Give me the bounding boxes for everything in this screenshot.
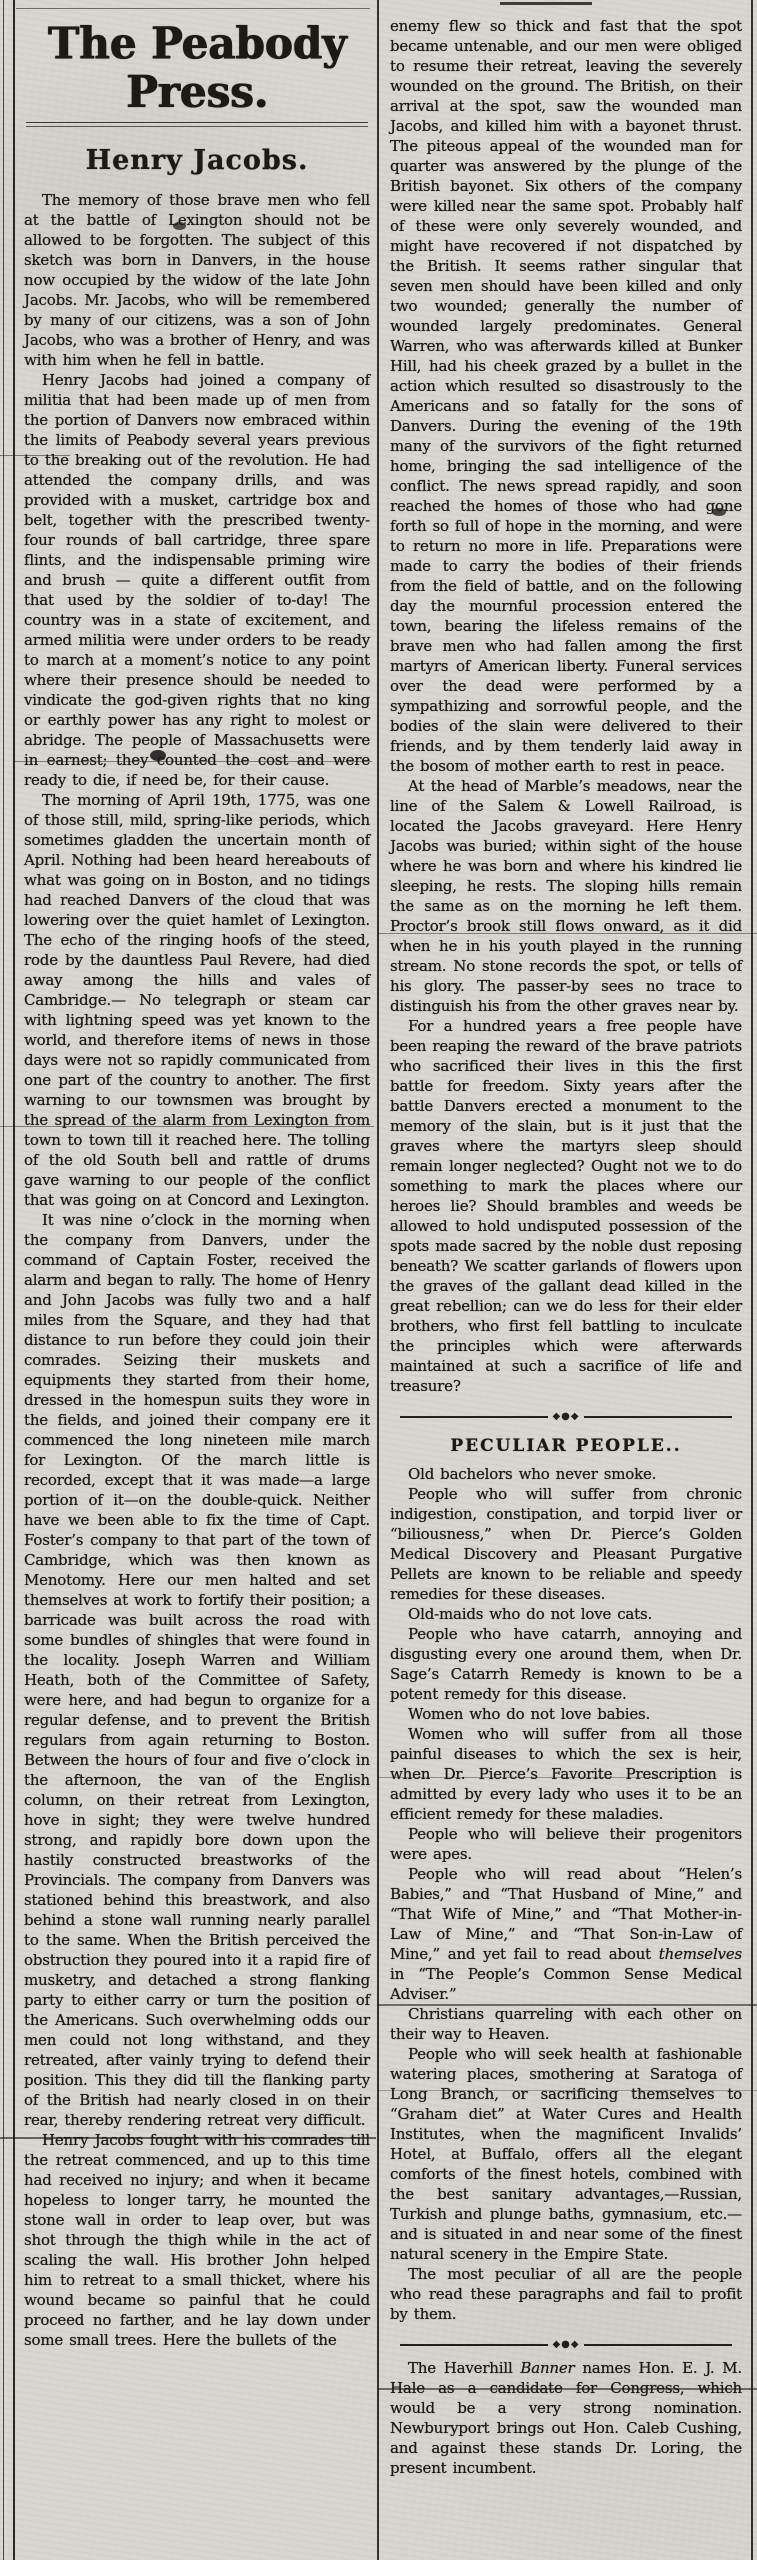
peculiar-item: Christians quarreling with each other on their way to Heaven. [390,2005,742,2043]
article-paragraph: Henry Jacobs fought with his comrades till the retreat commenced, and up to this time had received no injury; and when it became hopeless to longer tarry, he mounted the stone wall in order to leap over, but was shot through the thigh while in the act of scaling the wall. His brother John helped him to retreat to a small thicket, where his wound became so painful that he could proceed no farther, and he lay down under some small trees. Here the bullets of the [24,2131,370,2350]
section-divider [400,1412,732,1422]
article-paragraph: The memory of those brave men who fell at the battle of Lexington should not be allowed to be forgotten. The subject of this sketch was born in Danvers, in the house now occupied by the widow of the late John Jacobs. Mr. Jacobs, who will be remembered by many of our citizens, was a son of John Jacobs, who was a brother of Henry, and was with him when he fell in battle. [24,191,370,370]
page-border-right [751,0,753,2560]
peculiar-item: Old bachelors who never smoke. [408,1465,657,1483]
left-column [24,12,370,2350]
article-paragraph: It was nine o’clock in the morning when the company from Danvers, under the command of Captain Foster, received the alarm and began to rally. The home of Henry and John Jacobs was fully two and a half miles from the Square, and they had that distance to run before they could join their comrades. Seizing their muskets and equipments they started from their home, dressed in the homespun suits they wore in the fields, and joined their company ere it commenced the long nineteen mile march for Lexington. Of the march little is recorded, except that it was made—a large portion of it—on the double-quick. Neither have we been able to fix the time of Capt. Foster’s company to that part of the town of Cambridge, which was then known as Menotomy. Here our men halted and set themselves at work to fortify their position; a barricade was built across the road with some bundles of shingles that were found in the locality. Joseph Warren and William Heath, both of the Committee of Safety, were here, and had begun to organize for a regular defense, and to prevent the British regulars from again returning to Boston. Between the hours of four and five o’clock in the afternoon, the van of the English column, on their retreat from Lexington, hove in sight; they were twelve hundred strong, and rapidly bore down upon the hastily constructed breastworks of the Provincials. The company from Danvers was stationed behind this breastwork, and also behind a stone wall running nearly parallel to the same. When the British perceived the obstruction they poured into it a rapid fire of musketry, and detached a strong flanking party to either carry or turn the position of the Americans. Such overwhelming odds our men could not long withstand, and they retreated, after vainly trying to defend their position. This they did till the flanking party of the British had nearly closed in on their rear, thereby rendering retreat very difficult. [24,1211,370,2130]
column-divider-rule [377,0,379,2560]
page-border-left [13,0,15,2560]
news-note-paragraph: The Haverhill Banner names Hon. E. J. M. Hale as a candidate for Congress, which would be a very strong nomination. Newburyport brings out Hon. Caleb Cushing, and against these stands Dr. Loring, the present incumbent. [390,2359,742,2477]
masthead-title: The Peabody Press. [47,17,347,118]
peculiar-item: People who have catarrh, annoying and disgusting every one around them, when Dr. Sage’s Catarrh Remedy is known to be a potent remedy for this disease. [390,1625,742,1703]
peculiar-item: People who will seek health at fashionable watering places, smothering at Saratoga of Long Branch, or sacrificing themselves to “Graham diet” at Water Cures and Health Institutes, when the magnificent Invalids’ Hotel, at Buffalo, offers all the elegant comforts of the finest hotels, combined with the best sanitary advantages,—Russian, Turkish and plunge baths, gymnasium, etc.—and is situated in and near some of the finest natural scenery in the Empire State. [390,2045,742,2263]
peculiar-item: People who will believe their progenitors were apes. [390,1825,742,1863]
scan-artifact-line [500,2,592,5]
article-paragraph-continuation: enemy flew so thick and fast that the spot became untenable, and our men were obliged to resume their retreat, leaving the severely wounded on the ground. The British, on their arrival at the spot, saw the wounded man Jacobs, and killed him with a bayonet thrust. The piteous appeal of the wounded man for quarter was answered by the plunge of the British bayonet. Six others of the company were killed near the same spot. Probably half of these were only severely wounded, and might have recovered if not dispatched by the British. It seems rather singular that seven men should have been killed and only two wounded; generally the number of wounded largely predominates. General Warren, who was afterwards killed at Bunker Hill, had his cheek grazed by a bullet in the action which resulted so disastrously to the Americans and so fatally for the sons of Danvers. During the evening of the 19th many of the survivors of the fight returned home, bringing the sad intelligence of the conflict. The news spread rapidly, and soon reached the homes of those who had gone forth so full of hope in the morning, and were to return no more in life. Preparations were made to carry the bodies of their friends from the field of battle, and on the following day the mournful procession entered the town, bearing the lifeless remains of the brave men who had fallen among the first martyrs of American liberty. Funeral services over the dead were performed by a sympathizing and sorrowful people, and the bodies of the slain were delivered to their friends, and by them tenderly laid away in the bosom of mother earth to rest in peace. [390,17,742,775]
article-paragraph: For a hundred years a free people have been reaping the reward of the brave patriots who sacrificed their lives in this the first battle for freedom. Sixty years after the battle Danvers erected a monument to the memory of the slain, but is it just that the graves where the martyrs sleep should remain longer neglected? Ought not we to do something to mark the places where our heroes lie? Should brambles and weeds be allowed to hold undisputed possession of the spots made sacred by the noble dust reposing beneath? We scatter garlands of flowers upon the graves of the gallant dead killed in the great rebellion; can we do less for their elder brothers, who first fell battling to inculcate the principles which were afterwards maintained at such a sacrifice of life and treasure? [390,1017,742,1395]
peculiar-item: Old-maids who do not love cats. [408,1605,653,1623]
section-divider [400,2340,732,2350]
section-heading-peculiar-people: PECULIAR PEOPLE.. [450,1436,682,1456]
article-headline: Henry Jacobs. [85,145,309,177]
peculiar-item: People who will read about “Helen’s Babies,” and “That Husband of Mine,” and “That Wife of Mine,” and “That Mother-in-Law of Mine,” and “That Son-in-Law of Mine,” and yet fail to read about themselves in “The People’s Common Sense Medical Adviser.” [390,1865,742,2003]
peculiar-item: The most peculiar of all are the people who read these paragraphs and fail to profit by them. [390,2265,742,2323]
right-column [390,16,742,2478]
peculiar-item: Women who do not love babies. [408,1705,651,1723]
peculiar-item: People who will suffer from chronic indigestion, constipation, and torpid liver or “biliousness,” when Dr. Pierce’s Golden Medical Discovery and Pleasant Purgative Pellets are known to be reliable and speedy remedies for these diseases. [390,1485,742,1603]
article-paragraph: Henry Jacobs had joined a company of militia that had been made up of men from the portion of Danvers now embraced within the limits of Peabody several years previous to the breaking out of the revolution. He had attended the company drills, and was provided with a musket, cartridge box and belt, together with the prescribed twenty-four rounds of ball cartridge, three spare flints, and the indispensable priming wire and brush — quite a different outfit from that used by the soldier of to-day! The country was in a state of excitement, and armed militia were under orders to be ready to march at a moment’s notice to any point where their presence should be needed to vindicate the god-given rights that no king or earthly power has any right to molest or abridge. The people of Massachusetts were in earnest; they counted the cost and were ready to die, if need be, for their cause. [24,371,370,790]
peculiar-item: Women who will suffer from all those painful diseases to which the sex is heir, when Dr. Pierce’s Favorite Prescription is admitted by every lady who uses it to be an efficient remedy for these maladies. [390,1725,742,1823]
article-paragraph: The morning of April 19th, 1775, was one of those still, mild, spring-like periods, which sometimes gladden the uncertain month of April. Nothing had been heard hereabouts of what was going on in Boston, and no tidings had reached Danvers of the cloud that was lowering over the quiet hamlet of Lexington. The echo of the ringing hoofs of the steed, rode by the dauntless Paul Revere, had died away among the hills and vales of Cambridge.— No telegraph or steam car with lightning speed was yet known to the world, and therefore items of news in those days were not so rapidly communicated from one part of the country to another. The first warning to our townsmen was brought by the spread of the alarm from Lexington from town to town till it reached here. The tolling of the old South bell and rattle of drums gave warning to our people of the conflict that was going on at Concord and Lexington. [24,791,370,1210]
divider-diamond-icon: ◆●◆ [552,2339,580,2350]
newspaper-name-italic: Banner [520,2359,575,2377]
masthead-double-rule [26,122,368,127]
page-border-left-outer [3,0,4,2560]
divider-diamond-icon: ◆●◆ [552,1411,580,1422]
scan-artifact-line [16,8,370,9]
article-paragraph: At the head of Marble’s meadows, near the line of the Salem & Lowell Railroad, is located the Jacobs graveyard. Here Henry Jacobs was buried; within sight of the house where he was born and where his kindred lie sleeping, he rests. The sloping hills remain the same as on the morning he left them. Proctor’s brook still flows onward, as it did when he in his youth played in the running stream. No stone records the spot, or tells of his glory. The passer-by sees no trace to distinguish his from the other graves near by. [390,777,742,1015]
